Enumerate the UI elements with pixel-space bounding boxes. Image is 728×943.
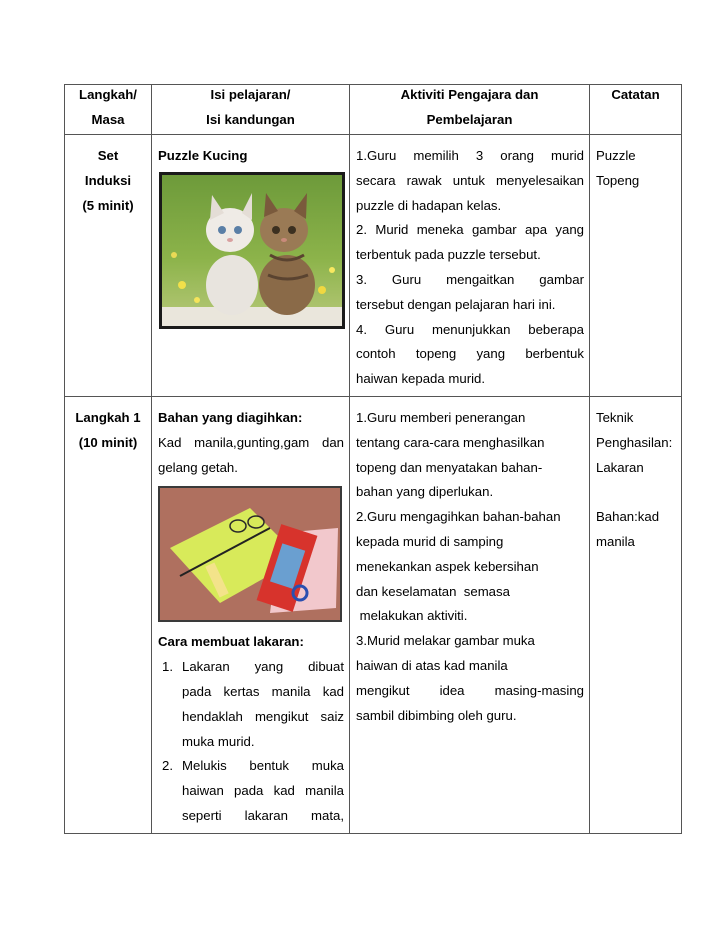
header-aktiviti <box>350 85 590 135</box>
activity-line: sambil dibimbing oleh guru. <box>356 707 517 723</box>
activity-line: menekankan aspek kebersihan <box>356 558 539 574</box>
list-item <box>158 754 344 828</box>
header-text: Isi pelajaran/ <box>210 87 291 102</box>
step-duration: (5 minit) <box>82 197 134 213</box>
sketch-steps-list <box>158 655 344 829</box>
activity-line: dan keselamatan semasa <box>356 583 510 599</box>
list-line: seperti lakaran mata, <box>182 807 344 823</box>
materials-title: Bahan yang diagihkan: <box>158 409 303 425</box>
activity-line: secara rawak untuk menyelesaikan <box>356 172 584 188</box>
materials-photo <box>158 486 342 622</box>
header-text: Masa <box>91 111 125 127</box>
activity-line: terbentuk pada puzzle tersebut. <box>356 247 541 263</box>
activity-cell <box>350 135 590 397</box>
note-line: Teknik <box>596 409 634 425</box>
activity-line: melakukan aktiviti. <box>356 608 468 624</box>
header-isi-pelajaran <box>152 85 350 135</box>
list-line: Lakaran yang dibuat <box>182 659 344 675</box>
header-row <box>65 85 682 135</box>
list-line: pada kertas manila kad <box>182 683 344 699</box>
notes-cell <box>590 135 682 397</box>
note-line: manila <box>596 533 635 549</box>
content-cell <box>152 135 350 397</box>
step-cell <box>65 396 152 833</box>
notes-cell <box>590 396 682 833</box>
activity-line: puzzle di hadapan kelas. <box>356 197 502 213</box>
list-number: 1. <box>162 659 173 675</box>
header-text: Langkah/ <box>79 87 137 102</box>
list-line: haiwan pada kad manila <box>182 783 344 799</box>
header-text: Aktiviti Pengajara dan <box>400 87 539 102</box>
materials-line: gelang getah. <box>158 459 238 475</box>
activity-line: 1.Guru memilih 3 orang murid <box>356 148 584 163</box>
activity-line: tentang cara-cara menghasilkan <box>356 434 545 450</box>
note-line: Bahan:kad <box>596 509 660 525</box>
list-item <box>158 655 344 754</box>
step-cell <box>65 135 152 397</box>
step-label: Langkah 1 <box>75 409 141 425</box>
note-line: Penghasilan: <box>596 434 673 450</box>
row-langkah-1 <box>65 396 682 833</box>
materials-line: Kad manila,gunting,gam dan <box>158 434 344 450</box>
note-line: Puzzle <box>596 148 636 163</box>
note-spacer <box>596 480 676 505</box>
activity-line: haiwan kepada murid. <box>356 371 486 387</box>
header-text: Catatan <box>611 87 660 102</box>
row-set-induksi <box>65 135 682 397</box>
list-number: 2. <box>162 758 173 774</box>
activity-line: tersebut dengan pelajaran hari ini. <box>356 296 556 312</box>
activity-line: 2.Guru mengagihkan bahan-bahan <box>356 509 561 525</box>
activity-line: mengikut idea masing-masing <box>356 682 584 698</box>
kittens-photo <box>159 172 345 329</box>
sketch-title: Cara membuat lakaran: <box>158 634 304 650</box>
activity-line: 1.Guru memberi penerangan <box>356 409 526 425</box>
lesson-plan-table <box>64 84 682 834</box>
list-line: muka murid. <box>182 733 255 749</box>
content-cell <box>152 396 350 833</box>
header-langkah-masa <box>65 85 152 135</box>
header-text: Isi kandungan <box>206 111 295 127</box>
activity-line: contoh topeng yang berbentuk <box>356 346 584 362</box>
activity-line: 3. Guru mengaitkan gambar <box>356 271 584 287</box>
note-line: Topeng <box>596 172 640 188</box>
header-catatan <box>590 85 682 135</box>
step-label: Induksi <box>84 172 132 188</box>
step-duration: (10 minit) <box>78 434 138 450</box>
activity-line: 4. Guru menunjukkan beberapa <box>356 321 584 337</box>
activity-line: haiwan di atas kad manila <box>356 657 508 673</box>
content-title: Puzzle Kucing <box>158 148 248 163</box>
activity-line: 2. Murid meneka gambar apa yang <box>356 222 584 238</box>
activity-cell <box>350 396 590 833</box>
activity-line: bahan yang diperlukan. <box>356 484 494 500</box>
list-line: hendaklah mengikut saiz <box>182 708 344 724</box>
note-line: Lakaran <box>596 459 644 475</box>
activity-line: kepada murid di samping <box>356 533 504 549</box>
header-text: Pembelajaran <box>426 111 513 127</box>
step-label: Set <box>97 148 119 163</box>
activity-line: topeng dan menyatakan bahan- <box>356 459 543 475</box>
activity-line: 3.Murid melakar gambar muka <box>356 633 535 649</box>
list-line: Melukis bentuk muka <box>182 758 344 774</box>
